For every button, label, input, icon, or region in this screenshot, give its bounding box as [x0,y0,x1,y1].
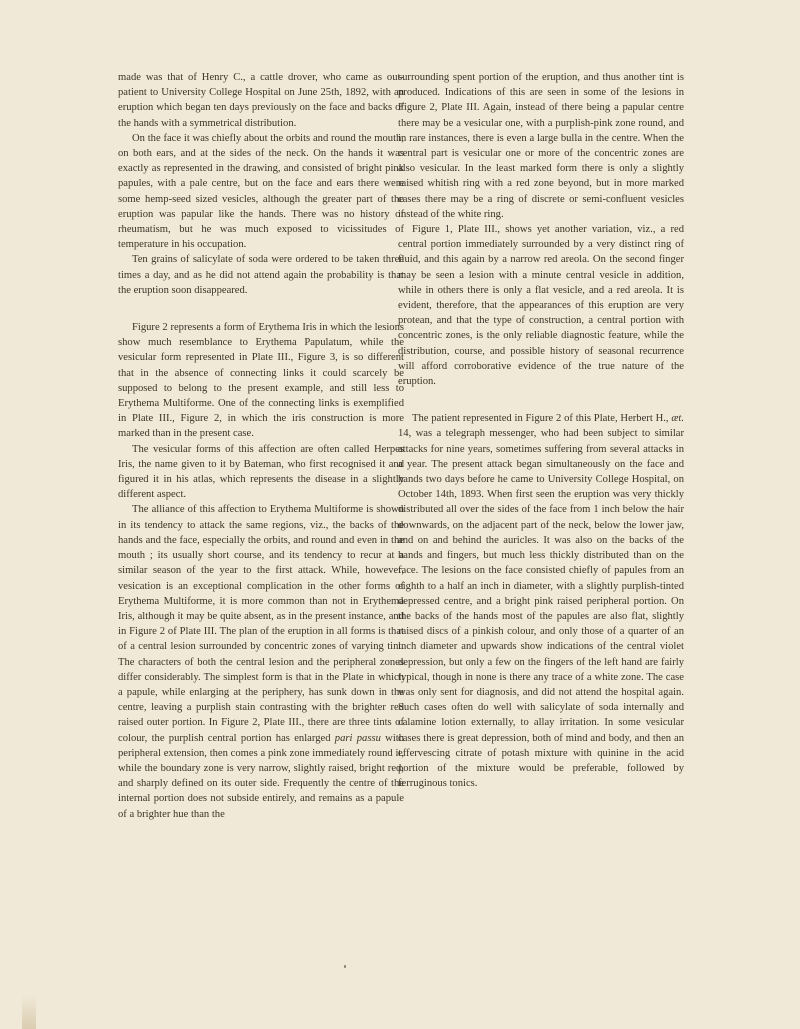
left-paragraph-6-body: The alliance of this affection to Erythema Multiforme is shown in its tendency to attack the same regions, viz., the backs of the hands and the face, especially the orbits, and round and even in the mouth ; its usually short course, and its tendency to recur at a similar season of the year to the first attack. While, however, vesication is an exceptional complication in the other forms of Erythema Multiforme, it is more common than not in Erythema Iris, although it may be quite absent, as in the present instance, and in Figure 2 of Plate III. The plan of the eruption in all forms is that of a central lesion surrounded by concentric zones of varying tint. The characters of both the central lesion and the peripheral zones differ considerably. The simplest form is that in the Plate in which a papule, while enlarging at the periphery, has sunk down in the centre, leaving a purplish stain contrasting with the brighter red raised outer portion. In Figure 2, Plate III., there are three tints of colour, the purplish central portion has enlarged [118,504,404,744]
left-paragraph-6 [118,502,404,821]
left-paragraph-6-tail: with peripheral extension, then comes a pink zone immediately round it, while the boundary zone is very narrow, slightly raised, bright red, and sharply defined on its outer side. Frequently the centre of the internal portion does not subside entirely, and remains as a papule of a brighter hue than the [118,732,405,820]
right-paragraph-1: surrounding spent portion of the eruption, and thus another tint is produced. Indications of this are seen in some of the lesions in Figure 2, Plate III. Again, instead of there being a papular centre there may be a vesicular one, with a purplish-pink zone round, and in rare instances, there is even a large bulla in the centre. When the central part is vesicular one or more of the concentric zones are also vesicular. In the least marked form there is only a slightly raised whitish ring with a red zone beyond, but in more marked cases there may be a ring of discrete or semi-confluent vesicles instead of the white ring. [398,72,684,220]
left-paragraph-2: On the face it was chiefly about the orbits and round the mouth, on both ears, and at the sides of the neck. On the hands it was exactly as represented in the drawing, and consisted of bright pink papules, with a pale centre, but on the face and ears there were some hemp-seed sized vesicles, although the greater part of the eruption was papular like the hands. There was no history of rheumatism, but he was much exposed to vicissitudes of temperature in his occupation. [118,132,404,251]
left-paragraph-3: Ten grains of salicylate of soda were ordered to be taken three times a day, and as he did not attend again the probability is that the eruption soon disappeared. [118,254,404,296]
right-column [398,70,684,791]
aetatis-abbrev: æt. [671,413,684,425]
right-paragraph-3-start: The patient represented in Figure 2 of this Plate, Herbert H., [412,413,672,425]
right-paragraph-3 [398,411,684,791]
page-corner-stain [22,995,36,1029]
left-paragraph-4: Figure 2 represents a form of Erythema Iris in which the lesions show much resemblance to Erythema Papulatum, while the vesicular form represented in Plate III., Figure 3, is so different that in the absence of connecting links it could scarcely be supposed to belong to the present example, and still less to Erythema Multiforme. One of the connecting links is exemplified in Plate III., Figure 2, in which the iris construction is more marked than in the present case. [118,322,404,440]
left-paragraph-5: The vesicular forms of this affection are often called Herpes Iris, the name given to it by Bateman, who first recognised it and figured it in his atlas, which represents the disease in a slightly different aspect. [118,443,404,501]
latin-phrase: pari passu [334,732,381,744]
right-paragraph-2: Figure 1, Plate III., shows yet another variation, viz., a red central portion immediately surrounded by a very distinct ring of fluid, and this again by a narrow red areola. On the second finger may be seen a lesion with a minute central vesicle in addition, while in others there is only a flat vesicle, and a red areola. It is evident, therefore, that the appearances of this eruption are very protean, and that the type of construction, a central portion with concentric zones, is the only reliable diagnostic feature, while the distribution, course, and possible history of seasonal recurrence will afford corroborative evidence of the true nature of the eruption. [398,224,684,388]
paper-speck [344,965,346,968]
left-paragraph-1: made was that of Henry C., a cattle drover, who came as out-patient to University College Hospital on June 25th, 1892, with an eruption which began ten days previously on the face and backs of the hands with a symmetrical distribution. [118,72,404,129]
left-column [118,70,404,822]
right-paragraph-3-rest: 14, was a telegraph messenger, who had been subject to similar attacks for nine years, sometimes suffering from several attacks in a year. The present attack began simultaneously on the face and hands two days before he came to University College Hospital, on October 14th, 1893. When first seen the eruption was very thickly distributed all over the sides of the face from 1 inch below the hair downwards, on the adjacent part of the neck, below the lower jaw, and on and behind the auricles. It was also on the backs of the hands and fingers, but much less thickly distributed than on the face. The lesions on the face consisted chiefly of papules from an eighth to a half an inch in diameter, with a slightly purplish-tinted depressed centre, and a bright pink raised peripheral portion. On the backs of the hands most of the papules are also flat, slightly raised discs of a pinkish colour, and only those of a quarter of an inch diameter and upwards show indications of the central violet depression, but only a few on the fingers of the left hand are fairly typical, though in none is there any trace of a white zone. The case was only sent for diagnosis, and did not attend the hospital again. Such cases often do well with salicylate of soda internally and calamine lotion externally, to allay irritation. In some vesicular cases there is great depression, both of mind and body, and then an effervescing citrate of potash mixture with quinine in the acid portion of the mixture would be preferable, followed by ferruginous tonics. [398,428,684,790]
